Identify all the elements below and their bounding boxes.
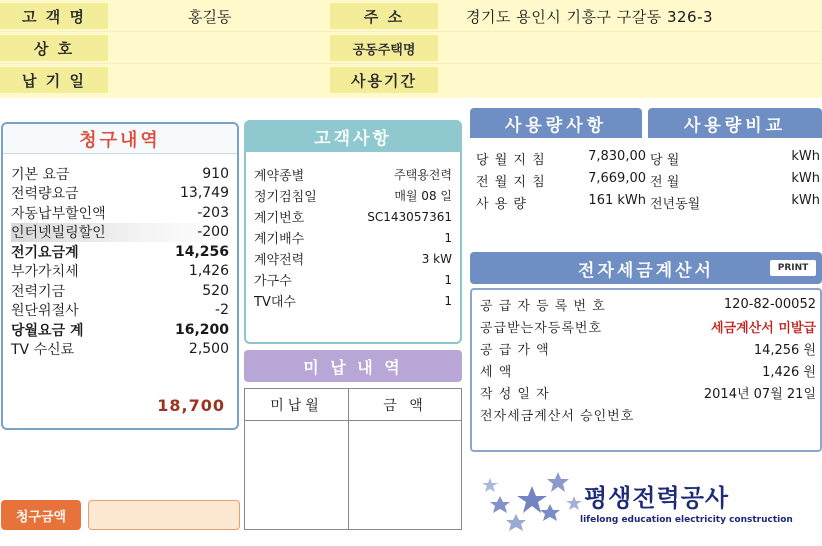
info-row-trade [0, 32, 822, 64]
billing-panel [1, 122, 239, 430]
complex-name-label: 공동주택명 [330, 35, 438, 61]
billing-item-value: 1,426 [188, 263, 229, 280]
usage-compare-unit: kWh [791, 149, 820, 164]
tax-row-label: 공 급 자 등 록 번 호 [480, 299, 606, 314]
customer-item-value: 주택용전력 [394, 168, 452, 182]
customer-item-value: 3 kW [421, 251, 452, 266]
billing-item-label: TV 수신료 [11, 342, 75, 359]
tax-row-label: 공급받는자등록번호 [480, 321, 603, 336]
billing-item-value: 520 [202, 282, 229, 299]
billing-title: 청구내역 [3, 124, 237, 154]
tax-row [480, 294, 816, 315]
billing-item [11, 262, 233, 282]
company-logo [470, 456, 822, 544]
billing-item [11, 184, 233, 204]
customer-item-label: 정기검침일 [254, 190, 317, 205]
customer-item [254, 269, 452, 290]
usage-row-value: 7,830,00 [588, 149, 646, 164]
billing-total: 18,700 [157, 396, 225, 415]
unpaid-col-month [245, 389, 349, 529]
usage-row [470, 190, 822, 212]
info-row-customer [0, 0, 822, 32]
customer-item [254, 290, 452, 311]
billing-item-label: 전력기금 [11, 283, 66, 300]
logo-korean-text: 평생전력공사 [584, 484, 730, 512]
billing-item-value: -2 [215, 302, 229, 319]
unpaid-col-amount [349, 389, 461, 529]
unpaid-title: 미 납 내 역 [244, 350, 462, 382]
customer-item-label: 가구수 [254, 274, 292, 289]
billing-item-value: 910 [202, 165, 229, 182]
tax-invoice-title: 전자세금계산서 [470, 252, 822, 284]
customer-item-label: 계약종별 [254, 169, 305, 184]
usage-compare-label: 당 월 [650, 153, 680, 168]
billing-item-value: -200 [197, 224, 229, 241]
billing-item [11, 301, 233, 321]
billing-item-value: 16,200 [174, 321, 229, 338]
unpaid-amount-header: 금 액 [349, 389, 461, 421]
customer-item-label: TV대수 [254, 295, 296, 310]
customer-name-value: 홍길동 [188, 7, 232, 26]
usage-row-label: 사 용 량 [476, 197, 527, 212]
customer-item-value: 매월 08 일 [394, 189, 452, 203]
billing-item-value: 14,256 [174, 243, 229, 260]
tax-invoice-box [470, 288, 822, 452]
customer-item-value: SC143057361 [367, 209, 452, 224]
customer-items [254, 164, 452, 311]
bill-amount-field [88, 500, 240, 530]
tax-row [480, 360, 816, 381]
customer-name-label: 고 객 명 [0, 3, 108, 29]
due-date-label: 납 기 일 [0, 67, 108, 93]
bill-amount-button[interactable]: 청구금액 [1, 500, 81, 530]
usage-compare-label: 전 월 [650, 175, 680, 190]
customer-item [254, 248, 452, 269]
unpaid-month-header: 미납월 [245, 389, 348, 421]
billing-item-label: 원단위절사 [11, 303, 79, 320]
logo-english-text: lifelong education electricity construction [580, 515, 793, 525]
billing-item [11, 340, 233, 360]
billing-items [11, 164, 233, 359]
usage-compare-label: 전년동월 [650, 197, 701, 212]
trade-name-label: 상 호 [0, 35, 108, 61]
customer-title: 고객사항 [244, 120, 462, 152]
billing-item-label: 기본 요금 [11, 166, 70, 183]
tax-row-label: 작 성 일 자 [480, 387, 550, 402]
customer-panel [244, 120, 462, 344]
customer-item-value: 1 [444, 230, 452, 245]
billing-item-value: 2,500 [188, 341, 229, 358]
billing-item [11, 320, 233, 340]
tax-row-value: 세금계산서 미발급 [711, 321, 816, 336]
billing-item-value: 13,749 [180, 185, 229, 202]
usage-tab: 사용량사항 [470, 108, 642, 138]
customer-item-value: 1 [444, 293, 452, 308]
usage-compare-unit: kWh [791, 193, 820, 208]
usage-row-label: 전 월 지 침 [476, 175, 546, 190]
print-button[interactable]: PRINT [770, 260, 816, 276]
customer-item [254, 185, 452, 206]
billing-item [11, 242, 233, 262]
address-value: 경기도 용인시 기흥구 구갈동 326-3 [466, 7, 714, 26]
usage-row-label: 당 월 지 침 [476, 153, 546, 168]
customer-item-label: 계기번호 [254, 211, 305, 226]
billing-item-label: 자동납부할인액 [11, 205, 106, 222]
customer-item [254, 164, 452, 185]
billing-item-label: 인터넷빌링할인 [11, 225, 106, 242]
billing-item [11, 281, 233, 301]
tax-row-value: 2014년 07월 21일 [703, 387, 816, 402]
tax-row [480, 338, 816, 359]
customer-item [254, 206, 452, 227]
billing-item [11, 164, 233, 184]
customer-item-label: 계약전력 [254, 253, 305, 268]
billing-item [11, 223, 233, 243]
billing-item-label: 전력량요금 [11, 186, 79, 203]
customer-item-label: 계기배수 [254, 232, 305, 247]
usage-row [470, 168, 822, 190]
usage-compare-unit: kWh [791, 171, 820, 186]
info-row-due [0, 64, 822, 96]
unpaid-table [244, 388, 462, 530]
tax-row-label: 공 급 가 액 [480, 343, 550, 358]
usage-row-value: 161 kWh [588, 193, 646, 208]
customer-item [254, 227, 452, 248]
billing-item [11, 203, 233, 223]
billing-item-label: 부가가치세 [11, 264, 79, 281]
address-label: 주 소 [330, 3, 438, 29]
tax-row [480, 404, 816, 425]
usage-row [470, 146, 822, 168]
customer-item-value: 1 [444, 272, 452, 287]
tax-row-label: 전자세금계산서 승인번호 [480, 409, 635, 424]
tax-row [480, 382, 816, 403]
usage-period-label: 사용기간 [330, 67, 438, 93]
billing-item-label: 전기요금계 [11, 244, 79, 261]
usage-row-value: 7,669,00 [588, 171, 646, 186]
tax-row-value: 14,256 원 [753, 343, 816, 358]
billing-item-label: 당월요금 계 [11, 322, 84, 339]
billing-item-value: -203 [197, 204, 229, 221]
customer-info-band [0, 0, 822, 98]
usage-table [470, 140, 822, 218]
usage-compare-tab: 사용량비교 [648, 108, 822, 138]
tax-row-value: 120-82-00052 [723, 297, 816, 312]
tax-row-label: 세 액 [480, 365, 513, 380]
tax-row [480, 316, 816, 337]
tax-row-value: 1,426 원 [762, 365, 816, 380]
